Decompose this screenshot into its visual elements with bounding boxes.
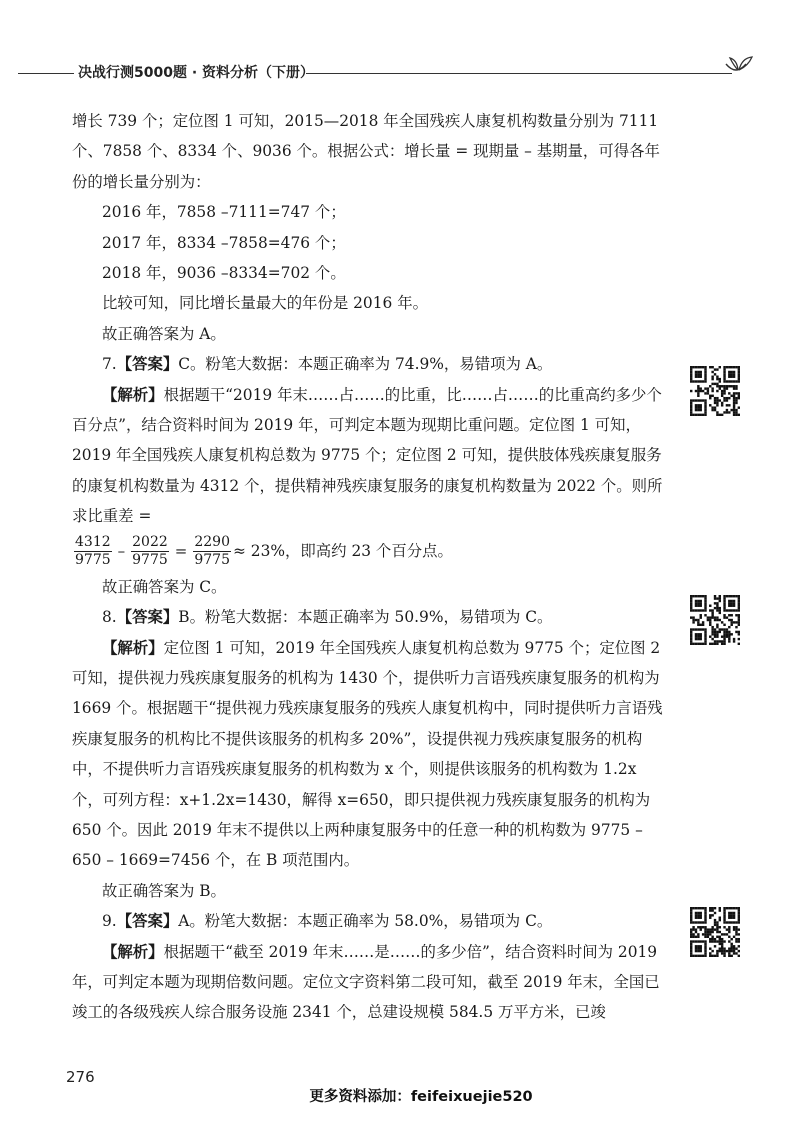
q7-fraction-expression [72,532,672,572]
q9-analysis-text: 根据题干“截至 2019 年末……是……的多少倍”，结合资料时间为 2019 年，可判定本题为现期倍数问题。定位文字资料第二段可知，截至 2019 年末，全国已竣工的各级残疾人综合服务设施 2341 个，总建设规模 584.5 万平方米，已竣 [72,942,660,1022]
q8-analysis-text: 定位图 1 可知，2019 年全国残疾人康复机构总数为 9775 个；定位图 2 可知，提供视力残疾康复服务的机构为 1430 个，提供听力言语残疾康复服务的机构为 1669 个。根据题干“提供视力残疾康复服务的残疾人康复机构中，同时提供听力言语残疾康复服务的机构比不提供该服务的机构多 20%”，设提供视力残疾康复服务的机构中，不提供听力言语残疾康复服务的机构数为 x 个，则提供该服务的机构数为 1.2x 个，可列方程：x+1.2x=1430，解得 x=650，即只提供视力残疾康复服务的机构为 650 个。因此 2019 年末不提供以上两种康复服务中的任意一种的机构数为 9775 – 650 – 1669=7456 个，在 B 项范围内。 [72,638,663,870]
fraction-1-numerator: 4312 [75,534,111,551]
q9-analysis-label: 【解析】 [102,942,164,961]
fraction-2 [131,534,169,569]
calc-2016: 2016 年，7858 –7111=747 个； [102,203,346,222]
q9-answer-line [72,906,672,936]
q7-analysis-label: 【解析】 [102,385,164,404]
calc-2018: 2018 年，9036 –8334=702 个。 [102,264,346,283]
header-title: 决战行测5000题 · 资料分析（下册） [78,65,315,81]
fraction-3 [193,534,231,569]
q7-answer-text: C。粉笔大数据：本题正确率为 74.9%，易错项为 A。 [178,355,553,374]
fraction-2-numerator: 2022 [132,534,168,551]
q8-analysis-label: 【解析】 [102,638,164,657]
header-rule-left [18,73,74,74]
page-number: 276 [66,1068,95,1086]
qr-code-q9[interactable] [690,907,740,957]
sprout-icon [722,52,756,82]
calc-2017: 2017 年，8334 –7858=476 个； [102,233,346,252]
answer-q6: 故正确答案为 A。 [102,324,226,343]
footer-text: 更多资料添加：feifeixuejie520 [309,1089,533,1105]
q9-answer-label: 【答案】 [116,912,179,931]
fraction-2-denominator: 9775 [132,552,168,569]
q8-analysis [72,633,672,876]
q8-answer-text: B。粉笔大数据：本题正确率为 50.9%，易错项为 C。 [178,608,553,627]
q8-number: 8. [102,608,117,627]
qr-code-q7[interactable] [690,366,740,416]
fraction-1-denominator: 9775 [75,552,111,569]
answer-q7: 故正确答案为 C。 [102,577,227,596]
fraction-3-numerator: 2290 [194,534,230,551]
fraction-1 [74,534,112,569]
q7-number: 7. [102,355,117,374]
equals-sign: = [174,542,188,561]
q7-answer-label: 【答案】 [116,355,179,374]
qr-code-q8[interactable] [690,595,740,645]
q7-result-text: ≈ 23%，即高约 23 个百分点。 [233,542,453,561]
comparison-text: 比较可知，同比增长量最大的年份是 2016 年。 [102,294,428,313]
q7-analysis [72,380,672,532]
header-rule-right [306,73,732,74]
footer-note [0,1085,800,1106]
q7-answer-line [72,349,672,379]
page-body [72,106,672,1028]
q7-analysis-text: 根据题干“2019 年末……占……的比重，比……占……的比重高约多少个百分点”，结合资料时间为 2019 年，可判定本题为现期比重问题。定位图 1 可知，2019 年全国残疾人康复机构总数为 9775 个；定位图 2 可知，提供肢体残疾康复服务的康复机构数量为 4312 个，提供精神残疾康复服务的康复机构数量为 2022 个。则所求比重差 = [72,385,663,526]
minus-sign: – [117,542,126,561]
q9-answer-text: A。粉笔大数据：本题正确率为 58.0%，易错项为 C。 [178,912,553,931]
running-header [0,56,800,86]
fraction-3-denominator: 9775 [194,552,230,569]
q9-analysis [72,937,672,1028]
q8-answer-label: 【答案】 [116,608,179,627]
q9-number: 9. [102,912,117,931]
answer-q8: 故正确答案为 B。 [102,881,226,900]
paragraph-intro: 增长 739 个；定位图 1 可知，2015—2018 年全国残疾人康复机构数量分别为 7111 个、7858 个、8334 个、9036 个。根据公式：增长量 = 现期量 – 基期量，可得各年份的增长量分别为： [72,112,660,191]
q8-answer-line [72,602,672,632]
